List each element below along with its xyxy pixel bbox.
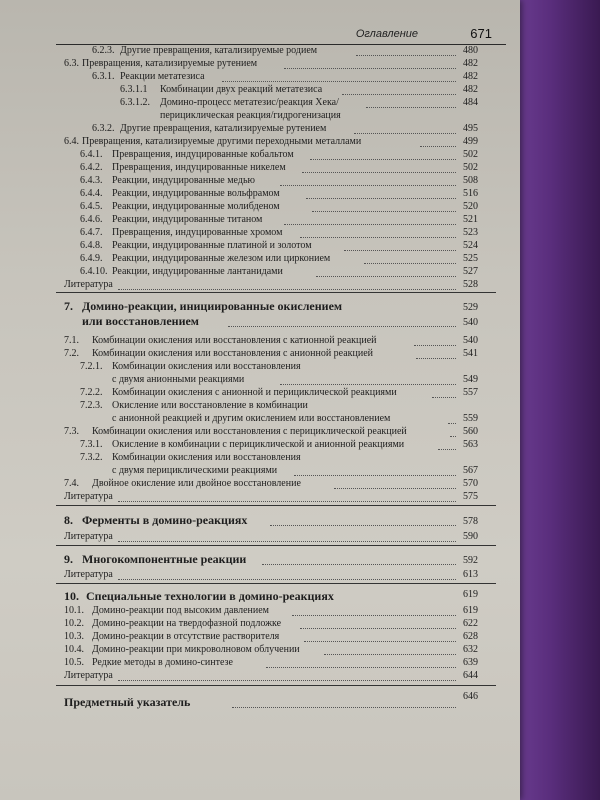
toc-entry <box>0 214 520 228</box>
toc-leader-dots <box>118 289 456 290</box>
toc-entry-number: 7.3.1. <box>80 439 103 450</box>
toc-entry-number: 10.2. <box>64 618 84 629</box>
toc-leader-dots <box>262 564 456 565</box>
toc-entry-number: 7. <box>64 299 73 313</box>
toc-leader-dots <box>270 525 456 526</box>
toc-entry-page: 528 <box>463 279 478 290</box>
toc-entry-continuation <box>0 465 520 479</box>
toc-entry-title: Реакции, индуцированные титаном <box>112 214 263 225</box>
toc-entry-page: 540 <box>463 335 478 346</box>
toc-entry-title: Реакции, индуцированные платиной и золотом <box>112 240 312 251</box>
toc-entry-page: 484 <box>463 97 478 108</box>
toc-chapter <box>0 552 520 568</box>
toc-entry-page: 508 <box>463 175 478 186</box>
toc-entry-number: 7.2.3. <box>80 400 103 411</box>
toc-entry-page: 570 <box>463 478 478 489</box>
toc-entry <box>0 84 520 98</box>
toc-entry <box>0 452 520 466</box>
toc-leader-dots <box>416 358 456 359</box>
toc-entry-page: 541 <box>463 348 478 359</box>
toc-leader-dots <box>432 397 456 398</box>
toc-entry-title: Домино-реакции при микроволновом облучении <box>92 644 300 655</box>
toc-entry-page: 549 <box>463 374 478 385</box>
toc-entry-number: 10.5. <box>64 657 84 668</box>
toc-entry-title: Превращения, катализируемые рутением <box>82 58 258 69</box>
toc-entry-page: 590 <box>463 531 478 542</box>
toc-entry <box>0 136 520 150</box>
toc-entry-number: 6.3. <box>64 58 79 69</box>
toc-entry <box>0 670 520 684</box>
toc-entry-title: Реакции, индуцированные молибденом <box>112 201 280 212</box>
toc-leader-dots <box>294 475 456 476</box>
toc-entry-title: Литература <box>64 279 113 290</box>
toc-entry-number: 6.3.1. <box>92 71 115 82</box>
section-divider <box>56 685 496 686</box>
toc-leader-dots <box>448 423 456 424</box>
toc-entry <box>0 631 520 645</box>
toc-entry <box>0 361 520 375</box>
toc-entry-title: Комбинации двух реакций метатезиса <box>160 84 323 95</box>
toc-entry-page: 502 <box>463 149 478 160</box>
toc-entry-title: Комбинации окисления или восстановления с перициклической реакцией <box>92 426 407 437</box>
toc-entry-title: с двумя перициклическими реакциями <box>112 465 278 476</box>
toc-entry-title: Литература <box>64 670 113 681</box>
toc-entry-page: 516 <box>463 188 478 199</box>
toc-leader-dots <box>266 667 456 668</box>
toc-entry-page: 646 <box>463 691 478 702</box>
toc-entry-page: 628 <box>463 631 478 642</box>
toc-entry <box>0 240 520 254</box>
toc-entry-title: Специальные технологии в домино-реакциях <box>86 589 334 603</box>
toc-leader-dots <box>310 159 456 160</box>
toc-entry-title: Комбинации окисления или восстановления <box>112 452 301 463</box>
toc-entry <box>0 227 520 241</box>
toc-entry-page: 527 <box>463 266 478 277</box>
toc-leader-dots <box>222 81 456 82</box>
toc-entry-number: 6.4. <box>64 136 79 147</box>
section-divider <box>56 505 496 506</box>
toc-leader-dots <box>118 680 456 681</box>
toc-entry-number: 10.4. <box>64 644 84 655</box>
toc-entry-number: 7.3. <box>64 426 79 437</box>
toc-leader-dots <box>354 133 456 134</box>
toc-entry-title: Другие превращения, катализируемые родием <box>120 45 318 56</box>
toc-entry-page: 557 <box>463 387 478 398</box>
toc-leader-dots <box>292 615 456 616</box>
toc-entry-number: 7.1. <box>64 335 79 346</box>
toc-entry-title: Реакции, индуцированные железом или цирконием <box>112 253 331 264</box>
toc-entry-number: 6.4.2. <box>80 162 103 173</box>
toc-leader-dots <box>312 211 456 212</box>
toc-entry <box>0 426 520 440</box>
section-divider <box>56 545 496 546</box>
toc-leader-dots <box>284 68 456 69</box>
toc-entry-page: 529 <box>463 302 478 313</box>
toc-leader-dots <box>118 541 456 542</box>
toc-entry-number: 6.3.1.2. <box>120 97 150 108</box>
toc-entry-number: 7.2. <box>64 348 79 359</box>
toc-entry <box>0 45 520 59</box>
toc-entry-page: 613 <box>463 569 478 580</box>
toc-leader-dots <box>438 449 456 450</box>
toc-entry-title: Реакции, индуцированные медью <box>112 175 255 186</box>
toc-leader-dots <box>356 55 456 56</box>
toc-entry-number: 6.4.9. <box>80 253 103 264</box>
toc-entry-title: Реакции метатезиса <box>120 71 205 82</box>
toc-leader-dots <box>300 237 456 238</box>
toc-leader-dots <box>366 107 456 108</box>
toc-leader-dots <box>118 501 456 502</box>
toc-entry <box>0 149 520 163</box>
section-divider <box>56 583 496 584</box>
toc-entry-number: 6.4.1. <box>80 149 103 160</box>
toc-entry-continuation <box>0 413 520 427</box>
toc-chapter <box>0 513 520 529</box>
toc-entry-page: 524 <box>463 240 478 251</box>
toc-leader-dots <box>364 263 456 264</box>
toc-entry-number: 6.4.10. <box>80 266 108 277</box>
toc-entry <box>0 605 520 619</box>
toc-entry-title: Ферменты в домино-реакциях <box>82 513 248 527</box>
toc-entry-page: 639 <box>463 657 478 668</box>
toc-entry-page: 520 <box>463 201 478 212</box>
toc-entry-number: 6.4.5. <box>80 201 103 212</box>
toc-leader-dots <box>228 326 456 327</box>
toc-entry-page: 482 <box>463 71 478 82</box>
toc-entry <box>0 644 520 658</box>
toc-entry <box>0 253 520 267</box>
toc-entry-title: перициклическая реакция/гидрогенизация <box>160 110 341 121</box>
toc-entry-number: 7.3.2. <box>80 452 103 463</box>
section-divider <box>56 292 496 293</box>
toc-chapter-continuation <box>0 314 520 330</box>
toc-entry-page: 523 <box>463 227 478 238</box>
toc-entry <box>0 201 520 215</box>
toc-leader-dots <box>300 628 456 629</box>
toc-entry-page: 622 <box>463 618 478 629</box>
toc-entry-page: 480 <box>463 45 478 56</box>
toc-entry <box>0 478 520 492</box>
toc-entry <box>0 387 520 401</box>
toc-entry-title: Редкие методы в домино-синтезе <box>92 657 233 668</box>
toc-entry-number: 7.4. <box>64 478 79 489</box>
toc-entry-title: Домино-реакции, инициированные окислением <box>82 299 343 313</box>
toc-entry-page: 559 <box>463 413 478 424</box>
toc-entry-page: 525 <box>463 253 478 264</box>
toc-entry-title: с двумя анионными реакциями <box>112 374 245 385</box>
toc-entry-title: Комбинации окисления с анионной и перициклической реакциями <box>112 387 397 398</box>
toc-entry-page: 540 <box>463 317 478 328</box>
toc-entry-title: Домино-процесс метатезис/реакция Хека/ <box>160 97 339 108</box>
toc-leader-dots <box>414 345 456 346</box>
toc-chapter <box>0 299 520 315</box>
book-cover-edge <box>516 0 600 800</box>
toc-entry-title: Другие превращения, катализируемые рутением <box>120 123 327 134</box>
toc-entry-title: Реакции, индуцированные вольфрамом <box>112 188 280 199</box>
toc-entry-title: Окисление в комбинации с перициклической и анионной реакциями <box>112 439 405 450</box>
toc-entry-number: 6.2.3. <box>92 45 115 56</box>
toc-entry-title: Реакции, индуцированные лантанидами <box>112 266 283 277</box>
toc-entry <box>0 71 520 85</box>
toc-entry <box>0 618 520 632</box>
toc-entry-title: Литература <box>64 531 113 542</box>
toc-entry-title: Двойное окисление или двойное восстановление <box>92 478 301 489</box>
toc-entry <box>0 439 520 453</box>
toc-entry-page: 563 <box>463 439 478 450</box>
toc-entry <box>0 97 520 111</box>
toc-entry-number: 6.4.8. <box>80 240 103 251</box>
toc-entry-number: 7.2.2. <box>80 387 103 398</box>
toc-entry <box>0 531 520 545</box>
toc-entry-page: 632 <box>463 644 478 655</box>
toc-entry-title: Домино-реакции под высоким давлением <box>92 605 269 616</box>
toc-entry <box>0 175 520 189</box>
toc-leader-dots <box>284 224 456 225</box>
toc-leader-dots <box>306 198 456 199</box>
toc-entry <box>0 657 520 671</box>
toc-entry-continuation <box>0 110 520 124</box>
toc-entry <box>0 569 520 583</box>
toc-entry-title: Превращения, индуцированные никелем <box>112 162 286 173</box>
toc-entry <box>0 491 520 505</box>
toc-entry-page: 644 <box>463 670 478 681</box>
toc-entry-number: 6.4.4. <box>80 188 103 199</box>
toc-entry-title: Домино-реакции в отсутствие растворителя <box>92 631 280 642</box>
toc-entry-title: Предметный указатель <box>64 695 191 709</box>
toc-entry-number: 8. <box>64 513 73 527</box>
toc-chapter <box>0 691 520 711</box>
toc-entry-page: 482 <box>463 84 478 95</box>
toc-entry <box>0 335 520 349</box>
toc-entry-page: 592 <box>463 555 478 566</box>
toc-entry-title: Превращения, катализируемые другими переходными металлами <box>82 136 362 147</box>
toc-entry-title: Комбинации окисления или восстановления с катионной реакцией <box>92 335 377 346</box>
toc-leader-dots <box>302 172 456 173</box>
toc-entry <box>0 400 520 414</box>
toc-entry-page: 499 <box>463 136 478 147</box>
toc-leader-dots <box>280 384 456 385</box>
toc-entry-continuation <box>0 374 520 388</box>
toc-entry-number: 7.2.1. <box>80 361 103 372</box>
toc-entry-page: 575 <box>463 491 478 502</box>
toc-entry-title: Домино-реакции на твердофазной подложке <box>92 618 282 629</box>
toc-entry <box>0 123 520 137</box>
toc-entry-title: Комбинации окисления или восстановления с анионной реакцией <box>92 348 374 359</box>
toc-entry <box>0 188 520 202</box>
toc-entry-page: 578 <box>463 516 478 527</box>
toc-entry-number: 6.4.6. <box>80 214 103 225</box>
running-header <box>56 26 506 45</box>
toc-entry-page: 567 <box>463 465 478 476</box>
toc-entry-title: Литература <box>64 569 113 580</box>
toc-leader-dots <box>420 146 456 147</box>
toc-entry-number: 6.3.2. <box>92 123 115 134</box>
toc-leader-dots <box>342 94 456 95</box>
toc-entry-page: 619 <box>463 589 478 600</box>
toc-leader-dots <box>334 488 456 489</box>
toc-entry-title: Окисление или восстановление в комбинации <box>112 400 308 411</box>
toc-leader-dots <box>324 654 456 655</box>
toc-entry-title: Литература <box>64 491 113 502</box>
toc-entry-title: Превращения, индуцированные кобальтом <box>112 149 294 160</box>
toc-entry-number: 6.4.3. <box>80 175 103 186</box>
running-header-title: Оглавление <box>355 28 418 40</box>
toc-entry-number: 6.3.1.1 <box>120 84 148 95</box>
toc-leader-dots <box>280 185 456 186</box>
toc-entry-number: 10. <box>64 589 79 603</box>
toc-leader-dots <box>304 641 456 642</box>
toc-entry <box>0 162 520 176</box>
page-number: 671 <box>470 26 492 41</box>
toc-leader-dots <box>344 250 456 251</box>
toc-entry-number: 10.3. <box>64 631 84 642</box>
toc-entry <box>0 266 520 280</box>
toc-leader-dots <box>316 276 456 277</box>
toc-entry-page: 502 <box>463 162 478 173</box>
toc-leader-dots <box>118 579 456 580</box>
toc-entry-title: или восстановлением <box>82 314 199 328</box>
toc-entry-title: Многокомпонентные реакции <box>82 552 247 566</box>
toc-entry-title: Комбинации окисления или восстановления <box>112 361 301 372</box>
toc-entry-page: 619 <box>463 605 478 616</box>
toc-entry-number: 9. <box>64 552 73 566</box>
toc-entry-page: 560 <box>463 426 478 437</box>
toc-entry-number: 10.1. <box>64 605 84 616</box>
toc-leader-dots <box>450 436 456 437</box>
toc-chapter <box>0 589 520 605</box>
toc-entry-page: 521 <box>463 214 478 225</box>
toc-entry-page: 495 <box>463 123 478 134</box>
toc-entry-number: 6.4.7. <box>80 227 103 238</box>
toc-entry-title: Превращения, индуцированные хромом <box>112 227 283 238</box>
toc-leader-dots <box>232 707 456 708</box>
toc-entry <box>0 58 520 72</box>
toc-entry-title: с анионной реакцией и другим окислением или восстановлением <box>112 413 391 424</box>
toc-entry <box>0 279 520 293</box>
toc-entry <box>0 348 520 362</box>
toc-entry-page: 482 <box>463 58 478 69</box>
